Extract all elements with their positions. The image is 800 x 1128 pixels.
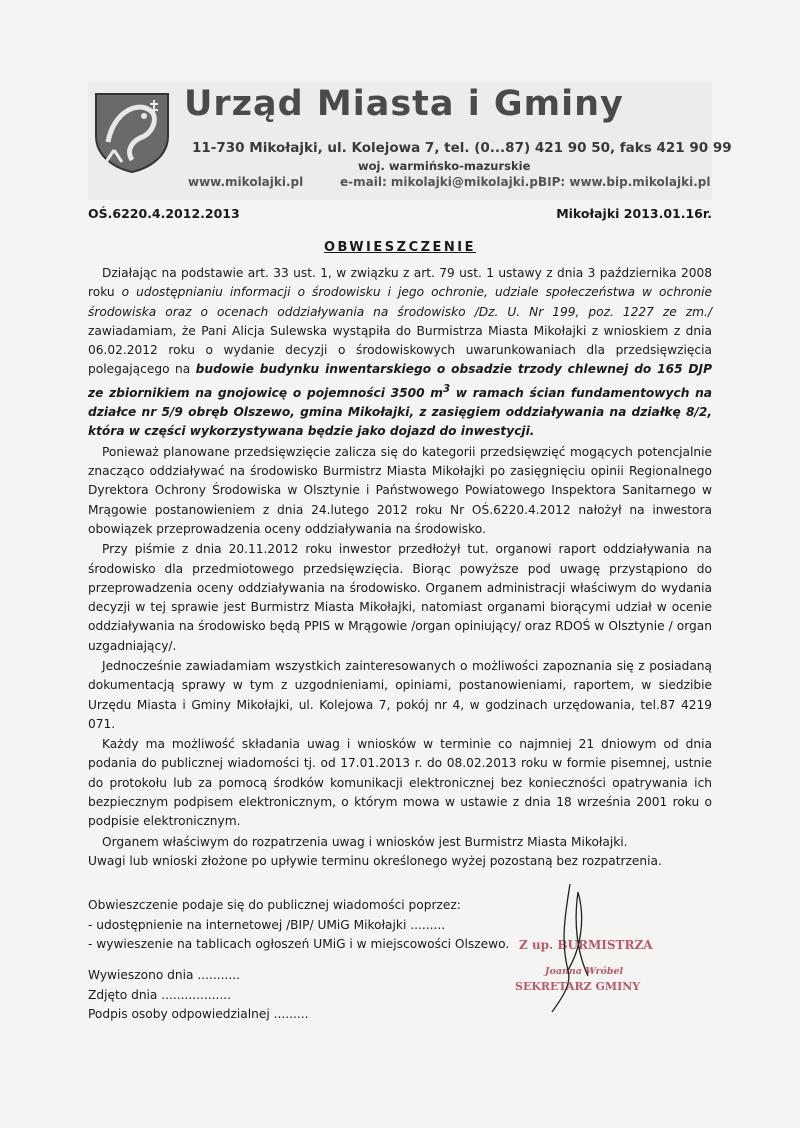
publication-item-boards: - wywieszenie na tablicach ogłoszeń UMiG i w miejscowości Olszewo. [88,937,510,951]
email-link[interactable]: e-mail: mikolajki@mikolajki.pl [340,175,543,189]
stamp-line-1: Z up. BURMISTRZA [519,938,653,952]
publication-item-bip: - udostępnienie na internetowej /BIP/ UMiG Mikołajki ......... [88,917,446,932]
coat-of-arms-icon [92,90,172,174]
place-date: Mikołajki 2013.01.16r. [556,206,712,221]
notice-body [88,264,712,871]
paragraph-documentation: Jednocześnie zawiadamiam wszystkich zainteresowanych o możliwości zapoznania się z posiadaną dokumentacją sprawy w tym z uzgodnieniami, opiniami, postanowieniami, raportem, w siedzibie Urzędu Miasta i Gminy Mikołajki, ul. Kolejowa 7, pokój nr 4, w godzinach urzędowania, tel.87 4219 071. [88,659,712,731]
publication-block [88,896,548,955]
removed-date: Zdjęto dnia .................. [88,987,232,1002]
notice-heading: OBWIESZCZENIE [323,240,477,255]
responsible-signature: Podpis osoby odpowiedzialnej ......... [88,1007,309,1021]
posting-block [88,966,388,1025]
law-citation: o udostępnianiu informacji o środowisku i jego ochronie, udziale społeczeństwa w ochronie środowiska oraz o ocenach oddziaływania na środowisko /Dz. U. Nr 199, poz. 1227 ze zm./ [88,285,712,319]
stamp-line-2: Joanna Wróbel [545,966,624,977]
paragraph-assessment-obligation: Ponieważ planowane przedsięwzięcie zalicza się do kategorii przedsięwzięć mogących potencjalnie znacząco oddziaływać na środowisko Burmistrz Miasta Mikołajki po zasięgnięciu opinii Regionalnego Dyrektora Ochrony Środowiska w Olsztynie i Państwowego Powiatowego Inspektora Sanitarnego w Mrągowie postanowieniem z dnia 24.lutego 2012 roku Nr OŚ.6220.4.2012 nałożył na inwestora obowiązek przeprowadzenia oceny oddziaływania na środowisko. [88,444,712,536]
office-title: Urząd Miasta i Gminy [184,84,624,124]
bip-link[interactable]: BIP: www.bip.mikolajki.pl [538,175,711,189]
office-address: 11-730 Mikołajki, ul. Kolejowa 7, tel. (0...87) 421 90 50, faks 421 90 99 [192,140,732,156]
paragraph-comments: Każdy ma możliwość składania uwag i wniosków w terminie co najmniej 21 dniowym od dnia podania do publicznej wiadomości tj. od 17.01.2013 r. do 08.02.2013 roku w formie pisemnej, ustnie do protokołu lub za pomocą środków komunikacji elektronicznej bez konieczności opatrywania ich bezpiecznym podpisem elektronicznym, o którym mowa w ustawie z dnia 18 września 2001 roku o podpisie elektronicznym. [88,737,712,829]
office-province: woj. warmińsko-mazurskie [358,159,531,173]
stamp-line-3: SEKRETARZ GMINY [515,980,641,993]
unit-superscript: 3 [442,383,451,395]
paragraph-1-text-a: Działając na podstawie art. 33 ust. 1, w związku z art. 79 ust. 1 ustawy z dnia 3 października 2008 roku [88,266,712,300]
website-link[interactable]: www.mikolajki.pl [188,175,304,189]
letterhead [88,82,732,200]
paragraph-late-comments: Uwagi lub wnioski złożone po upływie terminu określonego wyżej pozostaną bez rozpatrzenia. [88,853,662,868]
project-description-a: budowie budynku inwentarskiego o obsadzie trzody chlewnej do 165 DJP ze zbiornikiem na gnojowicę o pojemności 3500 m [88,362,712,400]
handwritten-signature [540,880,600,1020]
publication-intro: Obwieszczenie podaje się do publicznej wiadomości poprzez: [88,898,461,912]
paragraph-competent-authority: Organem właściwym do rozpatrzenia uwag i wniosków jest Burmistrz Miasta Mikołajki. [102,834,628,849]
reference-number: OŚ.6220.4.2012.2013 [88,206,240,221]
paragraph-legal-basis [88,264,712,442]
project-description-b: w ramach ścian fundamentowych na działce nr 5/9 obręb Olszewo, gmina Mikołajki, z zasięgiem oddziaływania na działkę 8/2, która w części wykorzystywana będzie jako dojazd do inwestycji. [88,385,712,439]
posted-date: Wywieszono dnia ........... [88,968,240,982]
paragraph-report: Przy piśmie z dnia 20.11.2012 roku inwestor przedłożył tut. organowi raport oddziaływania na środowisko dla przedmiotowego przedsięwzięcia. Biorąc powyższe pod uwagę przystąpiono do przeprowadzenia oceny oddziaływania na środowisko. Organem administracji właściwym do wydania decyzji w tej sprawie jest Burmistrz Miasta Mikołajki, natomiast organami biorącymi udział w ocenie oddziaływania na środowisko będą PPIS w Mrągowie /organ opiniujący/ oraz RDOŚ w Olsztynie / organ uzgadniający/. [88,542,712,653]
paragraph-1-text-b: zawiadamiam, że Pani Alicja Sulewska wystąpiła do Burmistrza Miasta Mikołajki z wnioskiem z dnia 06.02.2012 roku o wydanie decyzji o środowiskowych uwarunkowaniach dla przedsięwzięcia polegającego na [88,323,712,377]
